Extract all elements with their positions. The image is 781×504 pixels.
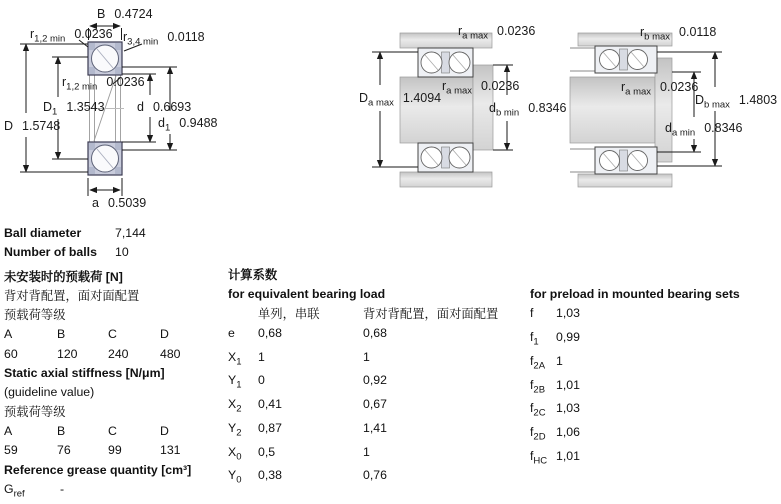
cell-value: 0,67 xyxy=(363,397,387,412)
factor-row-Y0 xyxy=(228,466,520,490)
cell-value: 1,41 xyxy=(363,420,387,435)
calc-factors-column xyxy=(228,266,520,490)
factor-row-e xyxy=(228,324,520,348)
factor-row-f2A xyxy=(530,352,778,376)
cell-value: 0,5 xyxy=(258,444,276,459)
cell-value: 99 xyxy=(108,443,122,458)
cell-value: 0,41 xyxy=(258,397,282,412)
grease-ref-symbol: $G_{ref}$ xyxy=(4,481,25,500)
cell-value: 1,01 xyxy=(556,448,580,463)
factor-symbol: $f_1$ xyxy=(530,330,539,348)
number-of-balls-value: 10 xyxy=(115,245,129,260)
stiffness-class-values xyxy=(4,441,226,460)
col-header: B xyxy=(57,327,66,342)
factor-symbol: f xyxy=(530,306,534,321)
factor-row-f2C xyxy=(530,399,778,423)
grease-title: Reference grease quantity [cm³] xyxy=(4,462,192,477)
ball-diameter-label: Ball diameter xyxy=(4,226,82,240)
factor-row-f1 xyxy=(530,328,778,352)
calc-factors-title-zh: 计算系数 xyxy=(228,268,278,282)
factor-symbol: $X_2$ xyxy=(228,397,242,415)
left-data-column xyxy=(4,224,226,504)
factor-row-f xyxy=(530,304,778,328)
cell-value: 1,03 xyxy=(556,401,580,416)
factor-symbol: $Y_2$ xyxy=(228,420,242,439)
cell-value: 76 xyxy=(57,443,71,458)
factor-row-Y1 xyxy=(228,371,520,395)
ball-diameter-value: 7,144 xyxy=(115,226,146,240)
cell-value: 1 xyxy=(258,349,265,364)
factor-symbol: $f_{HC}$ xyxy=(530,448,548,467)
factor-symbol: $f_{2A}$ xyxy=(530,353,546,372)
dim-label-ramax-right: $r_{a max}$ 0.0236 xyxy=(621,80,699,98)
factor-row-f2B xyxy=(530,376,778,400)
number-of-balls-label: Number of balls xyxy=(4,245,97,260)
preload-factors-column xyxy=(530,285,778,471)
col-header-btb-ftf: 背对背配置，面对面配置 xyxy=(363,306,499,321)
cell-value: 131 xyxy=(160,443,181,458)
factor-symbol: $Y_1$ xyxy=(228,373,242,391)
factor-row-fHC xyxy=(530,447,778,471)
col-header: C xyxy=(108,423,117,438)
dim-label-r34min: $r_{3,4 min}$ 0.0118 xyxy=(123,30,205,48)
cell-value: 60 xyxy=(4,346,18,361)
factor-symbol: $f_{2D}$ xyxy=(530,425,546,443)
dim-label-a: a 0.5039 xyxy=(92,196,147,210)
cell-value: 59 xyxy=(4,443,18,458)
preload-factors-title: for preload in mounted bearing sets xyxy=(530,287,740,301)
cell-value: 1,06 xyxy=(556,425,580,440)
preload-class-headers xyxy=(4,325,226,344)
dim-label-ramax-top: $r_{a max}$ 0.0236 xyxy=(458,24,536,42)
preload-unmounted-title: 未安装时的预载荷 [N] xyxy=(4,269,123,284)
cell-value: 0,92 xyxy=(363,373,387,388)
cell-value: 0,68 xyxy=(363,325,387,340)
cell-value: 0,76 xyxy=(363,468,387,483)
number-of-balls-row xyxy=(4,243,226,262)
dim-label-r12min-inner: $r_{1,2 min}$ 0.0236 xyxy=(62,75,145,93)
preload-unmounted-subtitle: 背对背配置，面对面配置 xyxy=(4,288,140,303)
factor-row-X1 xyxy=(228,348,520,372)
preload-class-label: 预载荷等级 xyxy=(4,308,66,323)
dim-label-Dbmax: $D_{b max}$ 1.4803 xyxy=(695,93,778,111)
cell-value: 0,87 xyxy=(258,420,282,435)
cell-value: 240 xyxy=(108,346,129,361)
cell-value: 480 xyxy=(160,346,181,361)
cell-value: 0,68 xyxy=(258,325,282,340)
cell-value: 120 xyxy=(57,346,78,361)
col-header: D xyxy=(160,423,169,438)
dim-label-D1: $D_1$ 1.3543 xyxy=(43,100,105,118)
cell-value: 1,03 xyxy=(556,306,580,321)
cell-value: 1,01 xyxy=(556,377,580,392)
factor-row-Y2 xyxy=(228,419,520,443)
factor-symbol: $X_1$ xyxy=(228,349,242,368)
stiffness-class-headers xyxy=(4,422,226,441)
stiffness-title: Static axial stiffness [N/μm] xyxy=(4,366,165,381)
calc-factors-headers xyxy=(228,305,520,324)
dim-label-B: B 0.4724 xyxy=(97,7,153,21)
dim-label-dbmin: $d_{b min}$ 0.8346 xyxy=(489,101,567,119)
factor-symbol: e xyxy=(228,325,235,340)
preload-class-values xyxy=(4,345,226,364)
dim-label-d1: $d_1$ 0.9488 xyxy=(158,116,218,134)
factor-row-X0 xyxy=(228,443,520,467)
dim-label-Damax: $D_{a max}$ 1.4094 xyxy=(359,91,442,109)
factor-symbol: $f_{2B}$ xyxy=(530,377,546,395)
cell-value: 0,99 xyxy=(556,330,580,345)
stiffness-class-label: 预载荷等级 xyxy=(4,404,66,419)
col-header: B xyxy=(57,423,66,438)
dim-label-damin: $d_{a min}$ 0.8346 xyxy=(665,121,743,139)
factor-symbol: $Y_0$ xyxy=(228,468,242,486)
col-header-single-tandem: 单列，串联 xyxy=(258,306,320,321)
factor-symbol: $X_0$ xyxy=(228,444,242,463)
dim-label-ramax-mid: $r_{a max}$ 0.0236 xyxy=(442,79,520,97)
dim-label-rbmax: $r_{b max}$ 0.0118 xyxy=(640,25,717,43)
cell-value: 1 xyxy=(556,353,563,368)
col-header: A xyxy=(4,327,13,342)
cell-value: 0 xyxy=(258,373,265,388)
factor-symbol: $f_{2C}$ xyxy=(530,401,546,419)
cell-value: 0,38 xyxy=(258,468,282,483)
dim-label-d: d 0.6693 xyxy=(137,100,192,114)
ball-diameter-row xyxy=(4,224,226,243)
col-header: C xyxy=(108,327,117,342)
cell-value: 1 xyxy=(363,444,370,459)
grease-ref-value: - xyxy=(60,481,65,496)
col-header: D xyxy=(160,327,169,342)
factor-row-f2D xyxy=(530,423,778,447)
dim-label-r12min-outer: $r_{1,2 min}$ 0.0236 xyxy=(30,27,113,45)
factor-row-X2 xyxy=(228,395,520,419)
grease-ref-row xyxy=(4,480,226,504)
calc-factors-title-en: for equivalent bearing load xyxy=(228,287,386,302)
dim-label-D: D 1.5748 xyxy=(4,119,61,133)
cell-value: 1 xyxy=(363,349,370,364)
stiffness-subtitle: (guideline value) xyxy=(4,385,95,400)
col-header: A xyxy=(4,423,13,438)
